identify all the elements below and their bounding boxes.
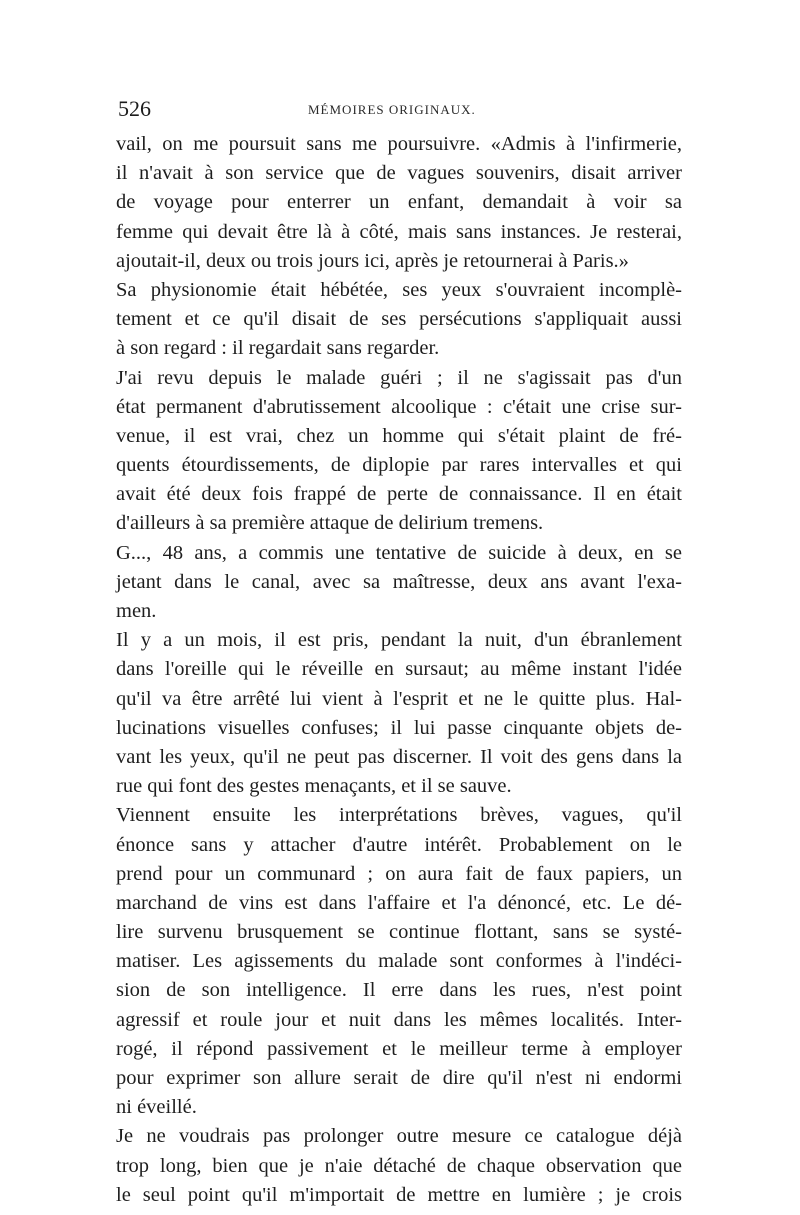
text-line: dans l'oreille qui le réveille en sursaut; au même instant l'idée: [116, 658, 682, 681]
text-line: à son regard : il regardait sans regarder.: [116, 337, 440, 360]
text-line: pour exprimer son allure serait de dire qu'il n'est ni endormi: [116, 1067, 682, 1089]
text-line: vail, on me poursuit sans me poursuivre. «Admis à l'infirmerie,: [116, 133, 682, 155]
text-line: rogé, il répond passivement et le meilleur terme à employer: [116, 1037, 682, 1060]
text-line: trop long, bien que je n'aie détaché de chaque observation que: [116, 1154, 682, 1177]
text-line: marchand de vins est dans l'affaire et l'a dénoncé, etc. Le dé-: [116, 891, 682, 914]
text-line: femme qui devait être là à côté, mais sans instances. Je resterai,: [116, 220, 682, 243]
text-line: énonce sans y attacher d'autre intérêt. Probablement on le: [116, 833, 682, 856]
text-line: lucinations visuelles confuses; il lui passe cinquante objets de-: [116, 716, 682, 739]
text-line: G..., 48 ans, a commis une tentative de suicide à deux, en se: [116, 541, 682, 564]
text-line: venue, il est vrai, chez un homme qui s'était plaint de fré-: [116, 424, 682, 447]
running-head: [118, 96, 685, 126]
text-line: prend pour un communard ; on aura fait de faux papiers, un: [116, 862, 682, 885]
text-line: tement et ce qu'il disait de ses persécutions s'appliquait aussi: [116, 308, 682, 331]
text-line: jetant dans le canal, avec sa maîtresse, deux ans avant l'exa-: [116, 570, 682, 593]
text-line: men.: [116, 600, 157, 622]
text-line: vant les yeux, qu'il ne peut pas discerner. Il voit des gens dans la: [116, 745, 682, 768]
text-line: ajoutait-il, deux ou trois jours ici, après je retournerai à Paris.»: [116, 249, 629, 272]
text-line: matiser. Les agissements du malade sont conformes à l'indéci-: [116, 950, 682, 973]
text-line: sion de son intelligence. Il erre dans les rues, n'est point: [116, 979, 682, 1002]
text-line: quents étourdissements, de diplopie par rares intervalles et qui: [116, 454, 682, 477]
text-line: lire survenu brusquement se continue flottant, sans se systé-: [116, 921, 682, 944]
running-title: MÉMOIRES ORIGINAUX.: [308, 102, 476, 117]
text-line: il n'avait à son service que de vagues souvenirs, disait arriver: [116, 162, 682, 185]
text-line: Il y a un mois, il est pris, pendant la nuit, d'un ébranlement: [116, 629, 682, 652]
text-line: avait été deux fois frappé de perte de connaissance. Il en était: [116, 483, 682, 506]
text-line: de voyage pour enterrer un enfant, demandait à voir sa: [116, 191, 682, 214]
text-line: J'ai revu depuis le malade guéri ; il ne s'agissait pas d'un: [116, 366, 682, 389]
text-line: d'ailleurs à sa première attaque de delirium tremens.: [116, 512, 544, 535]
text-line: qu'il va être arrêté lui vient à l'esprit et ne le quitte plus. Hal-: [116, 687, 682, 710]
text-line: agressif et roule jour et nuit dans les mêmes localités. Inter-: [116, 1008, 682, 1031]
page-number: 526: [118, 96, 151, 121]
text-line: Sa physionomie était hébétée, ses yeux s'ouvraient incomplè-: [116, 278, 682, 301]
text-line: état permanent d'abrutissement alcoolique : c'était une crise sur-: [116, 395, 682, 418]
body-text: [116, 130, 682, 1210]
text-line: Je ne voudrais pas prolonger outre mesure ce catalogue déjà: [116, 1125, 682, 1148]
text-line: ni éveillé.: [116, 1096, 197, 1119]
text-line: rue qui font des gestes menaçants, et il se sauve.: [116, 775, 512, 798]
text-line: Viennent ensuite les interprétations brèves, vagues, qu'il: [116, 804, 682, 827]
text-line: le seul point qu'il m'importait de mettre en lumière ; je crois: [116, 1183, 682, 1206]
